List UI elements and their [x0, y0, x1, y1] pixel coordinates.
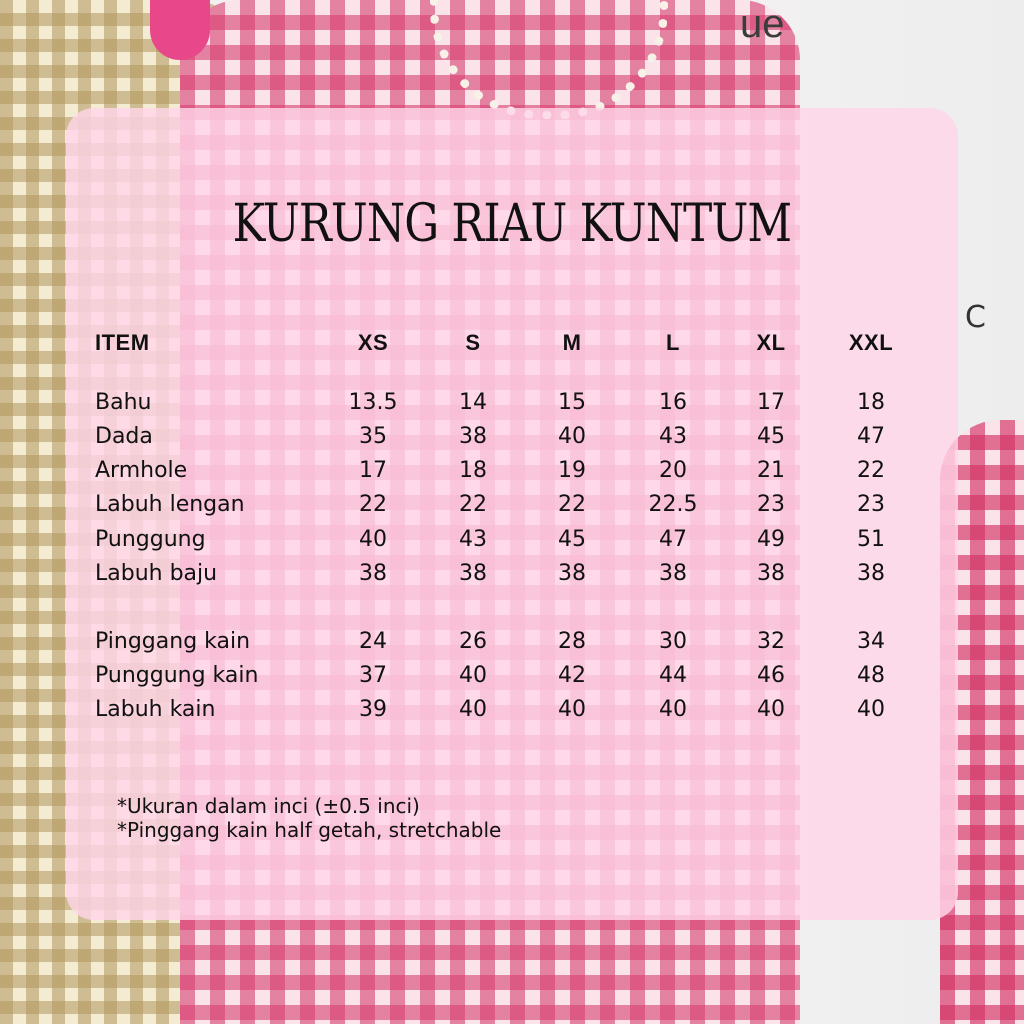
size-value-cell: 38 — [757, 561, 785, 586]
size-value-cell: 18 — [857, 390, 885, 415]
size-value-cell: 40 — [459, 697, 487, 722]
size-value-cell: 45 — [757, 424, 785, 449]
column-header: ITEM — [95, 330, 150, 355]
size-value-cell: 38 — [359, 561, 387, 586]
row-label: Pinggang kain — [95, 629, 251, 654]
row-label: Labuh baju — [95, 561, 218, 586]
size-value-cell: 34 — [857, 629, 885, 654]
size-value-cell: 32 — [757, 629, 785, 654]
column-header: S — [465, 330, 481, 355]
size-value-cell: 38 — [659, 561, 687, 586]
size-value-cell: 22 — [459, 492, 487, 517]
size-value-cell: 23 — [857, 492, 885, 517]
size-value-cell: 39 — [359, 697, 387, 722]
size-notes — [117, 794, 501, 842]
size-value-cell: 40 — [558, 424, 586, 449]
size-value-cell: 22 — [359, 492, 387, 517]
size-value-cell: 51 — [857, 527, 885, 552]
size-value-cell: 21 — [757, 458, 785, 483]
size-value-cell: 38 — [459, 561, 487, 586]
note-line: *Pinggang kain half getah, stretchable — [117, 818, 502, 842]
size-value-cell: 38 — [857, 561, 885, 586]
row-label: Bahu — [95, 390, 152, 415]
column-header: XXL — [848, 330, 894, 355]
note-line: *Ukuran dalam inci (±0.5 inci) — [117, 794, 420, 818]
size-value-cell: 22.5 — [648, 492, 698, 517]
row-label: Armhole — [95, 458, 188, 483]
size-value-cell: 45 — [558, 527, 586, 552]
size-value-cell: 42 — [558, 663, 586, 688]
size-value-cell: 19 — [558, 458, 586, 483]
size-value-cell: 17 — [359, 458, 387, 483]
column-header: XL — [756, 330, 786, 355]
size-value-cell: 15 — [558, 390, 586, 415]
column-header: XS — [357, 330, 389, 355]
size-value-cell: 18 — [459, 458, 487, 483]
size-value-cell: 17 — [757, 390, 785, 415]
size-value-cell: 40 — [558, 697, 586, 722]
size-value-cell: 47 — [857, 424, 885, 449]
row-label: Punggung — [95, 527, 206, 552]
size-value-cell: 26 — [459, 629, 487, 654]
size-value-cell: 40 — [757, 697, 785, 722]
row-label: Punggung kain — [95, 663, 259, 688]
size-value-cell: 48 — [857, 663, 885, 688]
column-header: L — [666, 330, 680, 355]
size-value-cell: 40 — [359, 527, 387, 552]
size-value-cell: 47 — [659, 527, 687, 552]
background-side-text: C — [965, 300, 986, 335]
size-value-cell: 37 — [359, 663, 387, 688]
size-value-cell: 40 — [857, 697, 885, 722]
size-value-cell: 14 — [459, 390, 487, 415]
size-value-cell: 20 — [659, 458, 687, 483]
size-value-cell: 30 — [659, 629, 687, 654]
size-value-cell: 22 — [857, 458, 885, 483]
size-value-cell: 23 — [757, 492, 785, 517]
row-label: Labuh kain — [95, 697, 216, 722]
size-value-cell: 16 — [659, 390, 687, 415]
size-value-cell: 40 — [659, 697, 687, 722]
size-value-cell: 13.5 — [348, 390, 398, 415]
column-header: M — [562, 330, 582, 355]
row-label: Labuh lengan — [95, 492, 245, 517]
row-label: Dada — [95, 424, 153, 449]
size-value-cell: 35 — [359, 424, 387, 449]
size-value-cell: 40 — [459, 663, 487, 688]
size-value-cell: 38 — [558, 561, 586, 586]
size-value-cell: 49 — [757, 527, 785, 552]
page-title: KURUNG RIAU KUNTUM — [232, 194, 792, 254]
size-value-cell: 28 — [558, 629, 586, 654]
size-value-cell: 43 — [459, 527, 487, 552]
size-value-cell: 38 — [459, 424, 487, 449]
size-value-cell: 44 — [659, 663, 687, 688]
size-value-cell: 46 — [757, 663, 785, 688]
size-value-cell: 24 — [359, 629, 387, 654]
size-value-cell: 22 — [558, 492, 586, 517]
size-value-cell: 43 — [659, 424, 687, 449]
brand-logo-text: ue — [740, 2, 785, 46]
